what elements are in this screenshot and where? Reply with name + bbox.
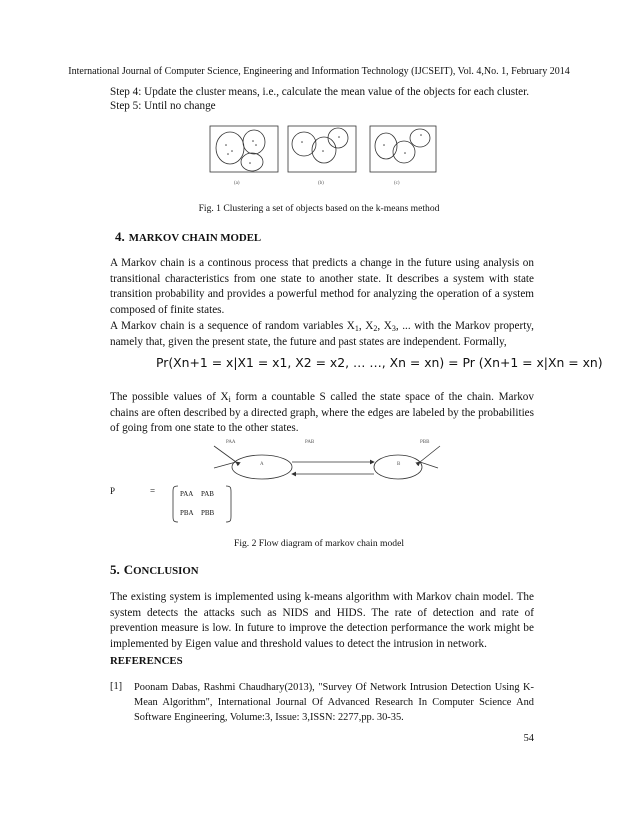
matrix-cell-pbb: PBB (201, 509, 215, 517)
step-4-text: Step 4: Update the cluster means, i.e., calculate the mean value of the objects for each cluster. (110, 86, 530, 98)
reference-1-number: [1] (110, 681, 123, 692)
section-4-paragraph-1: A Markov chain is a continous process that predicts a change in the future using analysis on transitional characteristics from one state to another state. It describes a system with state transition probability and provides a powerful method for analyzing the operation of a system composed of finite states. (110, 257, 534, 316)
matrix-equals: = (150, 486, 156, 496)
figure-2-caption: Fig. 2 Flow diagram of markov chain model (234, 538, 404, 549)
page-number: 54 (523, 733, 534, 744)
figure-1-label-b: (b) (318, 181, 324, 186)
section-5-title-initial: C (123, 562, 134, 577)
figure-1-panel-b (288, 126, 356, 172)
section-5-title-rest: ONCLUSION (133, 565, 199, 577)
figure-2-markov-diagram (206, 438, 446, 490)
edge-label-pab: PAB (305, 440, 315, 445)
markov-property-formula: Pr(Xn+1 = x|X1 = x1, X2 = x2, … …, Xn = xn) = Pr (Xn+1 = x|Xn = xn) (156, 355, 603, 370)
figure-1-caption: Fig. 1 Clustering a set of objects based on the k-means method (198, 203, 440, 214)
figure-1-panel-a (210, 126, 278, 172)
matrix-cell-pba: PBA (180, 509, 194, 517)
edge-label-paa: PAA (226, 440, 236, 445)
section-5-heading (110, 561, 199, 579)
references-heading: REFERENCES (110, 655, 183, 667)
edge-pbb (420, 446, 440, 468)
figure-1-label-a: (a) (234, 181, 240, 186)
figure-1-clustering (208, 118, 440, 190)
journal-header: International Journal of Computer Science, Engineering and Information Technology (IJCSEIT), Vol. 4,No. 1, February 2014 (68, 66, 570, 77)
figure-1-panel-c (370, 126, 436, 172)
matrix-cell-paa: PAA (180, 490, 194, 498)
figure-1-label-c: (c) (394, 181, 400, 186)
section-5-number: 5. (110, 562, 120, 577)
state-b-node (374, 455, 422, 479)
matrix-cell-pab: PAB (201, 490, 214, 498)
matrix-name: P (110, 486, 116, 496)
edge-label-pbb: PBB (420, 440, 430, 445)
state-label-a: A (260, 462, 264, 467)
section-4-heading (115, 228, 261, 246)
conclusion-paragraph: The existing system is implemented using k-means algorithm with Markov chain model. The system detects the attacks such as NIDS and HIDS. The rate of detection and rate of prevention measure is low. In future to improve the detection performance the work might be implemented by Eigen value and threshold values to detect the intrusion in network. (110, 591, 534, 650)
section-4-title: MARKOV CHAIN MODEL (128, 232, 262, 244)
section-4-paragraph-3: The possible values of $X_i$ form a countable S called the state space of the chain. Markov chains are often described by a directed graph, where the edges are labeled by the probabilities of going from one state to the other states. (110, 391, 534, 435)
section-4-paragraph-2: A Markov chain is a sequence of random variables $X_1$, $X_2$, $X_3$, ... with the Markov property, namely that, given the present state, the future and past states are independent. Formally, (110, 320, 534, 348)
reference-1-text: Poonam Dabas, Rashmi Chaudhary(2013), "Survey Of Network Intrusion Detection Using K-Mean Algorithm", International Journal Of Advanced Research In Computer Science And Software Engineering, Volume:3, Issue: 3,ISSN: 2277,pp. 30-35. (134, 682, 534, 723)
state-a-node (232, 455, 292, 479)
section-4-number: 4. (115, 229, 125, 244)
state-label-b: B (397, 462, 401, 467)
step-5-text: Step 5: Until no change (110, 100, 216, 112)
